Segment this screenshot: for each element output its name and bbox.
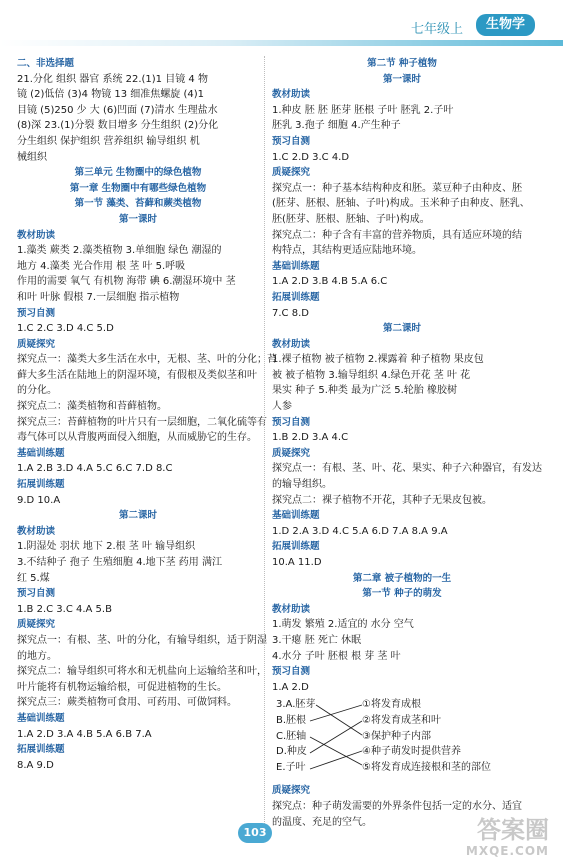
answer-line: 叶片能将有机物运输给根，可促进植物的生长。: [17, 681, 227, 693]
answer-line: 21.分化 组织 器官 系统 22.(1)1 目镜 4 物: [17, 73, 208, 85]
answer-line: 探究点一：种子基本结构种皮和胚。菜豆种子由种皮、胚: [272, 182, 522, 194]
section-heading: 基础训练题: [272, 510, 320, 522]
answer-line: (胚芽、胚根、胚轴、子叶)构成。玉米种子由种皮、胚乳、: [272, 198, 530, 210]
answer-line: 探究点二：输导组织可将水和无机盐向上运输给茎和叶，: [17, 666, 267, 678]
chapter-heading: 第一章 生物圈中有哪些绿色植物: [69, 182, 207, 194]
section-heading: 质疑探究: [17, 619, 56, 631]
answer-line: 探究点三：苔藓植物的叶片只有一层细胞，二氧化硫等有: [17, 416, 267, 428]
answer-line: 胚(胚芽、胚根、胚轴、子叶)构成。: [272, 213, 430, 225]
match-line-b: [310, 705, 362, 721]
answer-line: 1.B 2.D 3.A 4.C: [272, 432, 349, 444]
page-number: 103: [238, 823, 272, 843]
match-left-item: C.胚轴: [276, 730, 307, 742]
section-heading: 质疑探究: [272, 447, 311, 459]
section-heading: 教材助读: [272, 603, 311, 615]
answer-line: 1.C 2.C 3.D 4.C 5.D: [17, 323, 114, 335]
match-line-e: [310, 751, 362, 769]
section-heading: 预习自测: [17, 588, 56, 600]
right-column-top: [272, 56, 542, 695]
answer-line: 7.C 8.D: [272, 307, 309, 319]
answer-line: 和叶 叶脉 假根 7.一层细胞 指示植物: [17, 291, 180, 303]
match-left-item: B.胚根: [276, 714, 307, 726]
answer-line: 的输导组织。: [272, 479, 332, 491]
answer-line: 镜 (2)低倍 (3)4 物镜 13 细准焦螺旋 (4)1: [17, 89, 205, 101]
answer-line: 的分化。: [17, 385, 57, 397]
chapter-heading: 第一课时: [382, 73, 421, 85]
answer-line: 10.A 11.D: [272, 557, 322, 568]
chapter-heading: 第一节 藻类、苔藓和蕨类植物: [74, 198, 202, 210]
answer-line: 红 5.煤: [17, 572, 50, 584]
match-line-a: [316, 705, 362, 735]
chapter-heading: 第一课时: [118, 213, 157, 225]
subject-badge: 生物学: [476, 14, 535, 36]
match-left-item: E.子叶: [276, 761, 306, 773]
answer-line: 1.种皮 胚 胚 胚芽 胚根 子叶 胚乳 2.子叶: [272, 104, 454, 116]
header-strip: [0, 40, 563, 46]
answer-line: 胚乳 3.孢子 细胞 4.产生种子: [272, 120, 401, 132]
section-heading: 拓展训练题: [17, 479, 65, 491]
answer-line: 1.C 2.D 3.C 4.D: [272, 151, 350, 163]
right-column: [272, 56, 542, 830]
answer-line: 藓大多生活在陆地上的阴湿环境，有假根及类似茎和叶: [17, 369, 257, 381]
answer-line: 探究点二：裸子植物不开花，其种子无果皮包被。: [272, 494, 492, 506]
answer-line: 1.裸子植物 被子植物 2.裸露着 种子植物 果皮包: [272, 354, 484, 366]
answer-line: 的温度、充足的空气。: [272, 816, 372, 828]
section-heading: 基础训练题: [17, 712, 65, 724]
match-line-c: [310, 737, 362, 765]
section-heading: 预习自测: [272, 135, 311, 147]
answer-line: 地方 4.藻类 光合作用 根 茎 叶 5.呼吸: [17, 260, 186, 272]
section-heading: 教材助读: [17, 229, 56, 241]
answer-line: 探究点二：种子含有丰富的营养物质，具有适应环境的结: [272, 229, 522, 241]
answer-line: (8)深 23.(1)分裂 数目增多 分生组织 (2)分化: [17, 120, 219, 132]
match-right-item: ④种子萌发时提供营养: [362, 746, 461, 758]
answer-line: 探究点一：有根、茎、叶、花、果实、种子六种器官，有发达: [272, 463, 542, 475]
answer-line: 构特点，其结构更适应陆地环境。: [272, 245, 422, 257]
section-heading: 预习自测: [272, 666, 311, 678]
answer-line: 1.A 2.D 3.A 4.B 5.A 6.B 7.A: [17, 728, 152, 740]
match-right-item: ②将发育成茎和叶: [362, 714, 441, 726]
match-left-item: 3.A.胚芽: [276, 699, 316, 711]
section-heading: 教材助读: [272, 89, 311, 101]
watermark-text: 答案圈: [477, 816, 549, 844]
watermark-url: MXQE.COM: [465, 844, 549, 858]
match-right-item: ①将发育成根: [362, 699, 421, 711]
matching-right: [362, 697, 491, 775]
chapter-heading: 第一节 种子的萌发: [362, 588, 442, 600]
column-divider: [264, 56, 265, 826]
section-heading: 质疑探究: [17, 338, 56, 350]
answer-line: 1.阴湿处 羽状 地下 2.根 茎 叶 输导组织: [17, 541, 196, 553]
matching-left: [276, 697, 315, 775]
watermark-logo: [419, 816, 549, 858]
answer-line: 分生组织 保护组织 营养组织 输导组织 机: [17, 135, 200, 147]
section-heading: 拓展训练题: [17, 744, 65, 756]
answer-line: 8.A 9.D: [17, 759, 54, 771]
page-header: [0, 0, 563, 50]
section-heading: 基础训练题: [17, 447, 65, 459]
answer-line: 果实 种子 5.种类 最为广泛 5.轮胎 橡胶树: [272, 385, 457, 397]
match-right-item: ⑤将发育成连接根和茎的部位: [362, 761, 491, 773]
section-heading: 预习自测: [17, 307, 56, 319]
answer-line: 毒气体可以从背腹两面侵入细胞，从而威胁它的生存。: [17, 432, 257, 444]
answer-line: 探究点二：藻类植物和苔藓植物。: [17, 401, 167, 413]
section-heading: 教材助读: [17, 525, 56, 537]
answer-line: 1.B 2.C 3.C 4.A 5.B: [17, 603, 112, 615]
answer-line: 1.A 2.B 3.D 4.A 5.C 6.C 7.D 8.C: [17, 463, 173, 475]
match-line-d: [310, 721, 362, 753]
match-right-item: ③保护种子内部: [362, 730, 431, 742]
answer-line: 探究点一：藻类大多生活在水中，无根、茎、叶的分化；苔: [17, 354, 277, 366]
answer-line: 被 被子植物 3.输导组织 4.绿色开花 茎 叶 花: [272, 369, 471, 381]
chapter-heading: 第二课时: [382, 323, 421, 335]
chapter-heading: 第二课时: [118, 510, 157, 522]
section-heading: 二、非选择题: [17, 58, 75, 69]
answer-line: 目镜 (5)250 少 大 (6)凹面 (7)清水 生理盐水: [17, 104, 218, 116]
section-heading: 质疑探究: [272, 167, 311, 179]
section-heading: 拓展训练题: [272, 541, 320, 553]
answer-line: 1.A 2.D: [272, 681, 309, 693]
answer-line: 3.干瘪 胚 死亡 休眠: [272, 634, 362, 646]
answer-line: 探究点三：蕨类植物可食用、可药用、可做饲料。: [17, 697, 237, 709]
answer-line: 人参: [272, 401, 292, 413]
answer-line: 械组织: [17, 151, 47, 163]
answer-line: 3.不结种子 孢子 生殖细胞 4.地下茎 药用 满江: [17, 557, 222, 568]
answer-line: 1.D 2.A 3.D 4.C 5.A 6.D 7.A 8.A 9.A: [272, 525, 448, 537]
answer-line: 的地方。: [17, 650, 57, 662]
answer-line: 9.D 10.A: [17, 494, 61, 506]
answer-line: 1.藻类 蕨类 2.藻类植物 3.单细胞 绿色 潮湿的: [17, 245, 222, 257]
section-heading: 基础训练题: [272, 260, 320, 272]
chapter-heading: 第二章 被子植物的一生: [352, 572, 452, 584]
chapter-heading: 第二节 种子植物: [367, 58, 437, 69]
answer-line: 1.萌发 繁殖 2.适宜的 水分 空气: [272, 619, 414, 631]
answer-line: 作用的需要 氧气 有机物 海带 碘 6.潮湿环境中 茎: [17, 276, 236, 288]
matching-exercise: [272, 697, 532, 781]
left-column: [17, 56, 277, 773]
answer-line: 4.水分 子叶 胚根 根 芽 茎 叶: [272, 650, 401, 662]
chapter-heading: 第三单元 生物圈中的绿色植物: [74, 167, 202, 179]
section-heading: 预习自测: [272, 416, 311, 428]
answer-line: 1.A 2.D 3.B 4.B 5.A 6.C: [272, 276, 388, 288]
answer-line: 探究点：种子萌发需要的外界条件包括一定的水分、适宜: [272, 800, 522, 812]
answer-line: 探究点一：有根、茎、叶的分化，有输导组织，适于阴湿: [17, 634, 267, 646]
grade-label: 七年级上: [410, 22, 463, 37]
section-heading: 质疑探究: [272, 785, 311, 797]
section-heading: 拓展训练题: [272, 291, 320, 303]
section-heading: 教材助读: [272, 338, 311, 350]
match-left-item: D.种皮: [276, 746, 307, 758]
